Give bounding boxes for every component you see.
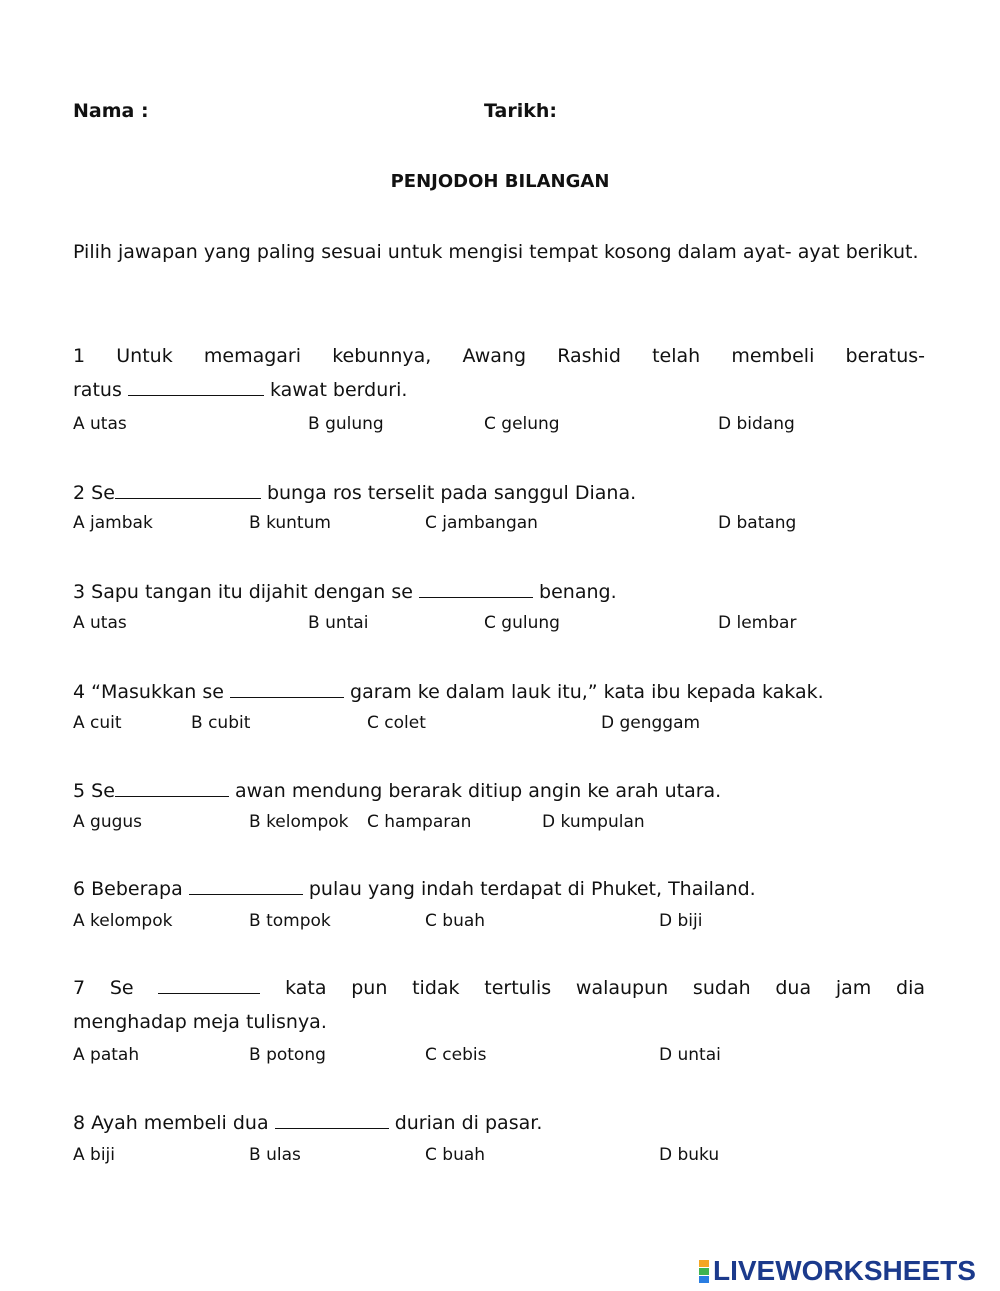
question-6-text-before: 6 Beberapa bbox=[73, 878, 183, 900]
question-8-text-before: 8 Ayah membeli dua bbox=[73, 1112, 269, 1134]
question-5 bbox=[73, 778, 721, 802]
question-7-text-after: kata pun tidak tertulis walaupun sudah dua jam dia bbox=[285, 977, 925, 999]
option-3a[interactable]: A utas bbox=[73, 613, 127, 633]
question-1-text-after: kawat berduri. bbox=[269, 379, 408, 401]
option-8a[interactable]: A biji bbox=[73, 1145, 115, 1165]
option-1d[interactable]: D bidang bbox=[718, 414, 795, 434]
question-8-text-after: durian di pasar. bbox=[394, 1112, 543, 1134]
question-2 bbox=[73, 480, 636, 504]
option-6d[interactable]: D biji bbox=[659, 911, 703, 931]
question-5-text-before: 5 Se bbox=[73, 780, 115, 802]
option-8d[interactable]: D buku bbox=[659, 1145, 720, 1165]
logo-mark-icon bbox=[699, 1260, 709, 1283]
answer-blank-3[interactable] bbox=[419, 579, 533, 598]
answer-blank-1[interactable] bbox=[128, 377, 264, 396]
option-3d[interactable]: D lembar bbox=[718, 613, 797, 633]
option-2b[interactable]: B kuntum bbox=[249, 513, 331, 533]
option-3b[interactable]: B untai bbox=[308, 613, 369, 633]
option-5b[interactable]: B kelompok bbox=[249, 812, 349, 832]
question-4 bbox=[73, 679, 824, 703]
option-7b[interactable]: B potong bbox=[249, 1045, 326, 1065]
answer-blank-7[interactable] bbox=[158, 975, 260, 994]
option-4d[interactable]: D genggam bbox=[601, 713, 701, 733]
option-5c[interactable]: C hamparan bbox=[367, 812, 472, 832]
option-6c[interactable]: C buah bbox=[425, 911, 486, 931]
answer-blank-2[interactable] bbox=[115, 480, 261, 499]
instruction-text: Pilih jawapan yang paling sesuai untuk mengisi tempat kosong dalam ayat- ayat berikut. bbox=[73, 241, 919, 263]
logo-square-icon bbox=[699, 1276, 709, 1283]
answer-blank-6[interactable] bbox=[189, 876, 303, 895]
option-6b[interactable]: B tompok bbox=[249, 911, 331, 931]
option-7a[interactable]: A patah bbox=[73, 1045, 140, 1065]
answer-blank-4[interactable] bbox=[230, 679, 344, 698]
question-5-text-after: awan mendung berarak ditiup angin ke arah utara. bbox=[234, 780, 722, 802]
question-2-text-after: bunga ros terselit pada sanggul Diana. bbox=[266, 482, 637, 504]
logo-square-icon bbox=[699, 1260, 709, 1267]
option-7d[interactable]: D untai bbox=[659, 1045, 721, 1065]
question-1-text-line2: ratus bbox=[73, 379, 122, 401]
question-3-text-after: benang. bbox=[539, 581, 617, 603]
option-4b[interactable]: B cubit bbox=[191, 713, 251, 733]
option-3c[interactable]: C gulung bbox=[484, 613, 560, 633]
question-7-text-before: 7 Se bbox=[73, 977, 134, 999]
option-2d[interactable]: D batang bbox=[718, 513, 797, 533]
question-6 bbox=[73, 876, 756, 900]
question-6-text-after: pulau yang indah terdapat di Phuket, Thailand. bbox=[308, 878, 756, 900]
liveworksheets-logo[interactable] bbox=[699, 1255, 976, 1287]
option-1b[interactable]: B gulung bbox=[308, 414, 384, 434]
option-8b[interactable]: B ulas bbox=[249, 1145, 301, 1165]
question-3-text-before: 3 Sapu tangan itu dijahit dengan se bbox=[73, 581, 413, 603]
option-5d[interactable]: D kumpulan bbox=[542, 812, 645, 832]
question-1 bbox=[73, 339, 925, 407]
option-4a[interactable]: A cuit bbox=[73, 713, 122, 733]
option-2c[interactable]: C jambangan bbox=[425, 513, 538, 533]
option-5a[interactable]: A gugus bbox=[73, 812, 143, 832]
answer-blank-5[interactable] bbox=[115, 778, 229, 797]
worksheet-title: PENJODOH BILANGAN bbox=[390, 171, 610, 192]
answer-blank-8[interactable] bbox=[275, 1110, 389, 1129]
option-1a[interactable]: A utas bbox=[73, 414, 127, 434]
option-6a[interactable]: A kelompok bbox=[73, 911, 173, 931]
question-4-text-after: garam ke dalam lauk itu,” kata ibu kepada kakak. bbox=[350, 681, 824, 703]
question-1-text-line1: 1 Untuk memagari kebunnya, Awang Rashid telah membeli beratus- bbox=[73, 345, 925, 367]
question-4-text-before: 4 “Masukkan se bbox=[73, 681, 224, 703]
question-1-line2 bbox=[73, 373, 925, 407]
option-7c[interactable]: C cebis bbox=[425, 1045, 487, 1065]
question-7 bbox=[73, 971, 925, 1039]
option-8c[interactable]: C buah bbox=[425, 1145, 486, 1165]
date-label: Tarikh: bbox=[484, 100, 557, 122]
name-label: Nama : bbox=[73, 100, 149, 122]
logo-square-icon bbox=[699, 1268, 709, 1275]
option-4c[interactable]: C colet bbox=[367, 713, 426, 733]
question-8 bbox=[73, 1110, 542, 1134]
question-3 bbox=[73, 579, 617, 603]
question-2-text-before: 2 Se bbox=[73, 482, 115, 504]
option-1c[interactable]: C gelung bbox=[484, 414, 560, 434]
question-7-text-line2: menghadap meja tulisnya. bbox=[73, 1011, 327, 1033]
option-2a[interactable]: A jambak bbox=[73, 513, 153, 533]
logo-text: LIVEWORKSHEETS bbox=[713, 1255, 976, 1286]
